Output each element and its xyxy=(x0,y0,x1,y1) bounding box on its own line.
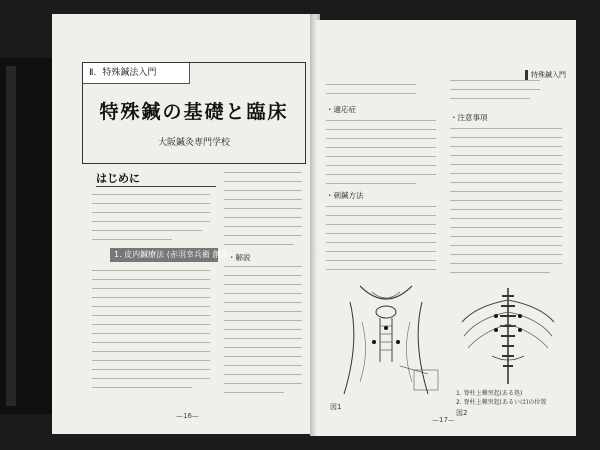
section-sashi: ・刺鍼方法 xyxy=(326,191,364,200)
article-title: 特殊鍼の基礎と臨床 xyxy=(99,101,289,123)
figure-2-caption-2: 2. 脊柱上棘突起(あるいは)の位置 xyxy=(456,399,547,406)
right-page xyxy=(316,20,576,436)
figure-1-neck-illustration xyxy=(330,282,442,402)
section-kaisetsu: ・解説 xyxy=(228,253,251,262)
author: 大阪鍼灸専門学校 xyxy=(157,138,230,148)
figure-1-label: 図1 xyxy=(330,403,342,411)
page-number-right: —17— xyxy=(432,416,455,424)
intro-heading: はじめに xyxy=(96,170,216,187)
figure-2-label: 図2 xyxy=(456,409,468,417)
title-box xyxy=(82,62,306,164)
case-highlight xyxy=(6,66,16,406)
section-bar: 1. 皮内鍼療法 (赤羽幸兵衛 創案) xyxy=(110,248,218,262)
running-head: 特殊鍼入門 xyxy=(525,70,566,80)
figure-2-spine-illustration xyxy=(456,286,560,386)
page-number-left: —16— xyxy=(176,412,199,420)
section-tekiou: ・適応症 xyxy=(326,105,356,114)
section-chui: ・注意事項 xyxy=(450,113,488,122)
left-page xyxy=(52,14,314,434)
figure-2-caption-1: 1. 脊柱上棘突起(ある処) xyxy=(456,390,523,397)
series-label: Ⅱ．特殊鍼法入門 xyxy=(83,63,190,84)
